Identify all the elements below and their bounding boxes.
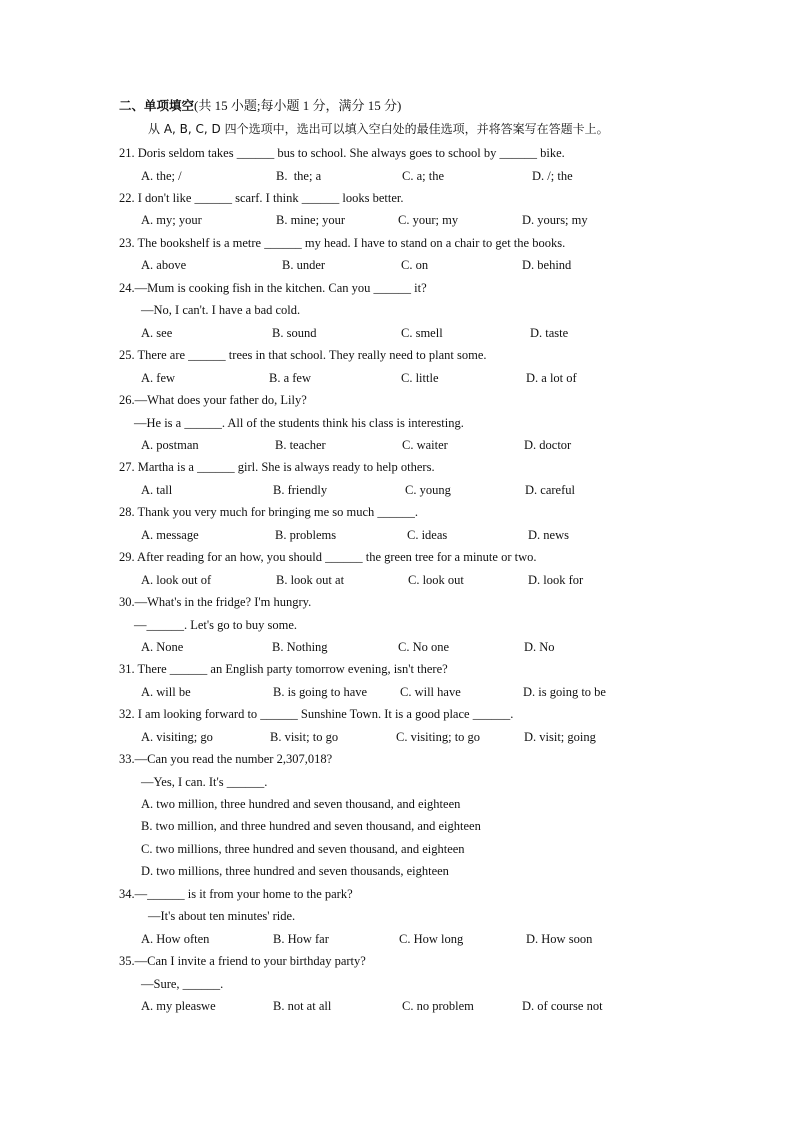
- question-24-option-b: B. sound: [272, 326, 317, 340]
- question-29-stem: 29. After reading for an how, you should ______ the green tree for a minute or two.: [119, 550, 537, 564]
- question-21-option-a: A. the; /: [141, 169, 182, 183]
- question-30-option-d: D. No: [524, 640, 555, 654]
- question-27-option-b: B. friendly: [273, 483, 328, 497]
- question-34-stem: 34.—______ is it from your home to the park?: [119, 887, 353, 901]
- question-32-option-b: B. visit; to go: [270, 730, 339, 744]
- question-35-option-d: D. of course not: [522, 999, 603, 1013]
- question-21-option-c: C. a; the: [402, 169, 445, 183]
- section-title: [119, 98, 401, 114]
- question-23-option-c: C. on: [401, 258, 429, 272]
- question-33-reply: —Yes, I can. It's ______.: [141, 775, 268, 789]
- question-25-option-a: A. few: [141, 371, 176, 385]
- question-34-option-c: C. How long: [399, 932, 464, 946]
- question-23-option-a: A. above: [141, 258, 187, 272]
- question-31-option-b: B. is going to have: [273, 685, 368, 699]
- question-30-option-b: B. Nothing: [272, 640, 328, 654]
- question-27-option-a: A. tall: [141, 483, 173, 497]
- question-27-option-d: D. careful: [525, 483, 575, 497]
- question-26-option-d: D. doctor: [524, 438, 572, 452]
- question-28-option-d: D. news: [528, 528, 569, 542]
- question-32-option-c: C. visiting; to go: [396, 730, 481, 744]
- question-24-reply: —No, I can't. I have a bad cold.: [141, 303, 301, 317]
- question-35-stem: 35.—Can I invite a friend to your birthday party?: [119, 954, 366, 968]
- question-23-stem: 23. The bookshelf is a metre ______ my head. I have to stand on a chair to get the books.: [119, 236, 566, 250]
- question-27-option-c: C. young: [405, 483, 451, 497]
- question-22-option-c: C. your; my: [398, 213, 459, 227]
- question-34-option-a: A. How often: [141, 932, 210, 946]
- question-22-option-b: B. mine; your: [276, 213, 346, 227]
- question-31-option-a: A. will be: [141, 685, 191, 699]
- question-21-option-d: D. /; the: [532, 169, 573, 183]
- question-29-option-b: B. look out at: [276, 573, 345, 587]
- question-29-option-c: C. look out: [408, 573, 464, 587]
- question-33-option-c: C. two millions, three hundred and seven thousand, and eighteen: [141, 842, 465, 856]
- question-34-option-d: D. How soon: [526, 932, 593, 946]
- section-title-bold: 二、单项填空: [119, 98, 195, 113]
- question-30-reply: —______. Let's go to buy some.: [134, 618, 298, 632]
- question-24-option-c: C. smell: [401, 326, 443, 340]
- question-33-stem: 33.—Can you read the number 2,307,018?: [119, 752, 333, 766]
- question-31-option-c: C. will have: [400, 685, 461, 699]
- question-32-option-d: D. visit; going: [524, 730, 596, 744]
- question-26-option-b: B. teacher: [275, 438, 326, 452]
- question-24-stem: 24.—Mum is cooking fish in the kitchen. Can you ______ it?: [119, 281, 427, 295]
- question-35-option-c: C. no problem: [402, 999, 474, 1013]
- question-26-option-c: C. waiter: [402, 438, 448, 452]
- question-29-option-a: A. look out of: [141, 573, 212, 587]
- question-33-option-b: B. two million, and three hundred and seven thousand, and eighteen: [141, 819, 481, 833]
- question-24-option-a: A. see: [141, 326, 173, 340]
- section-title-rest: (共 15 小题;每小题 1 分，满分 15 分): [194, 98, 402, 113]
- question-32-option-a: A. visiting; go: [141, 730, 213, 744]
- question-31-option-d: D. is going to be: [523, 685, 606, 699]
- question-27-stem: 27. Martha is a ______ girl. She is always ready to help others.: [119, 460, 435, 474]
- question-26-stem: 26.—What does your father do, Lily?: [119, 393, 307, 407]
- question-32-stem: 32. I am looking forward to ______ Sunshine Town. It is a good place ______.: [119, 707, 514, 721]
- question-21-stem: 21. Doris seldom takes ______ bus to school. She always goes to school by ______ bike.: [119, 146, 565, 160]
- question-30-stem: 30.—What's in the fridge? I'm hungry.: [119, 595, 312, 609]
- question-22-stem: 22. I don't like ______ scarf. I think ______ looks better.: [119, 191, 404, 205]
- question-22-option-a: A. my; your: [141, 213, 202, 227]
- question-23-option-b: B. under: [282, 258, 326, 272]
- question-25-option-c: C. little: [401, 371, 439, 385]
- question-22-option-d: D. yours; my: [522, 213, 588, 227]
- question-26-option-a: A. postman: [141, 438, 199, 452]
- question-30-option-c: C. No one: [398, 640, 450, 654]
- question-35-option-a: A. my pleaswe: [141, 999, 216, 1013]
- question-26-reply: —He is a ______. All of the students think his class is interesting.: [134, 416, 464, 430]
- question-28-option-c: C. ideas: [407, 528, 448, 542]
- question-25-stem: 25. There are ______ trees in that school. They really need to plant some.: [119, 348, 487, 362]
- question-28-option-a: A. message: [141, 528, 199, 542]
- question-33-option-d: D. two millions, three hundred and seven thousands, eighteen: [141, 864, 449, 878]
- question-33-option-a: A. two million, three hundred and seven thousand, and eighteen: [141, 797, 461, 811]
- question-35-option-b: B. not at all: [273, 999, 332, 1013]
- question-35-reply: —Sure, ______.: [141, 977, 224, 991]
- question-21-option-b: B. the; a: [276, 169, 322, 183]
- question-28-stem: 28. Thank you very much for bringing me so much ______.: [119, 505, 419, 519]
- question-29-option-d: D. look for: [528, 573, 584, 587]
- question-25-option-d: D. a lot of: [526, 371, 577, 385]
- question-24-option-d: D. taste: [530, 326, 569, 340]
- question-23-option-d: D. behind: [522, 258, 572, 272]
- question-34-reply: —It's about ten minutes' ride.: [148, 909, 296, 923]
- section-instruction: 从 A, B, C, D 四个选项中，选出可以填入空白处的最佳选项，并将答案写在答题卡上。: [148, 122, 609, 136]
- question-34-option-b: B. How far: [273, 932, 329, 946]
- question-25-option-b: B. a few: [269, 371, 311, 385]
- question-28-option-b: B. problems: [275, 528, 337, 542]
- question-31-stem: 31. There ______ an English party tomorrow evening, isn't there?: [119, 662, 448, 676]
- question-30-option-a: A. None: [141, 640, 184, 654]
